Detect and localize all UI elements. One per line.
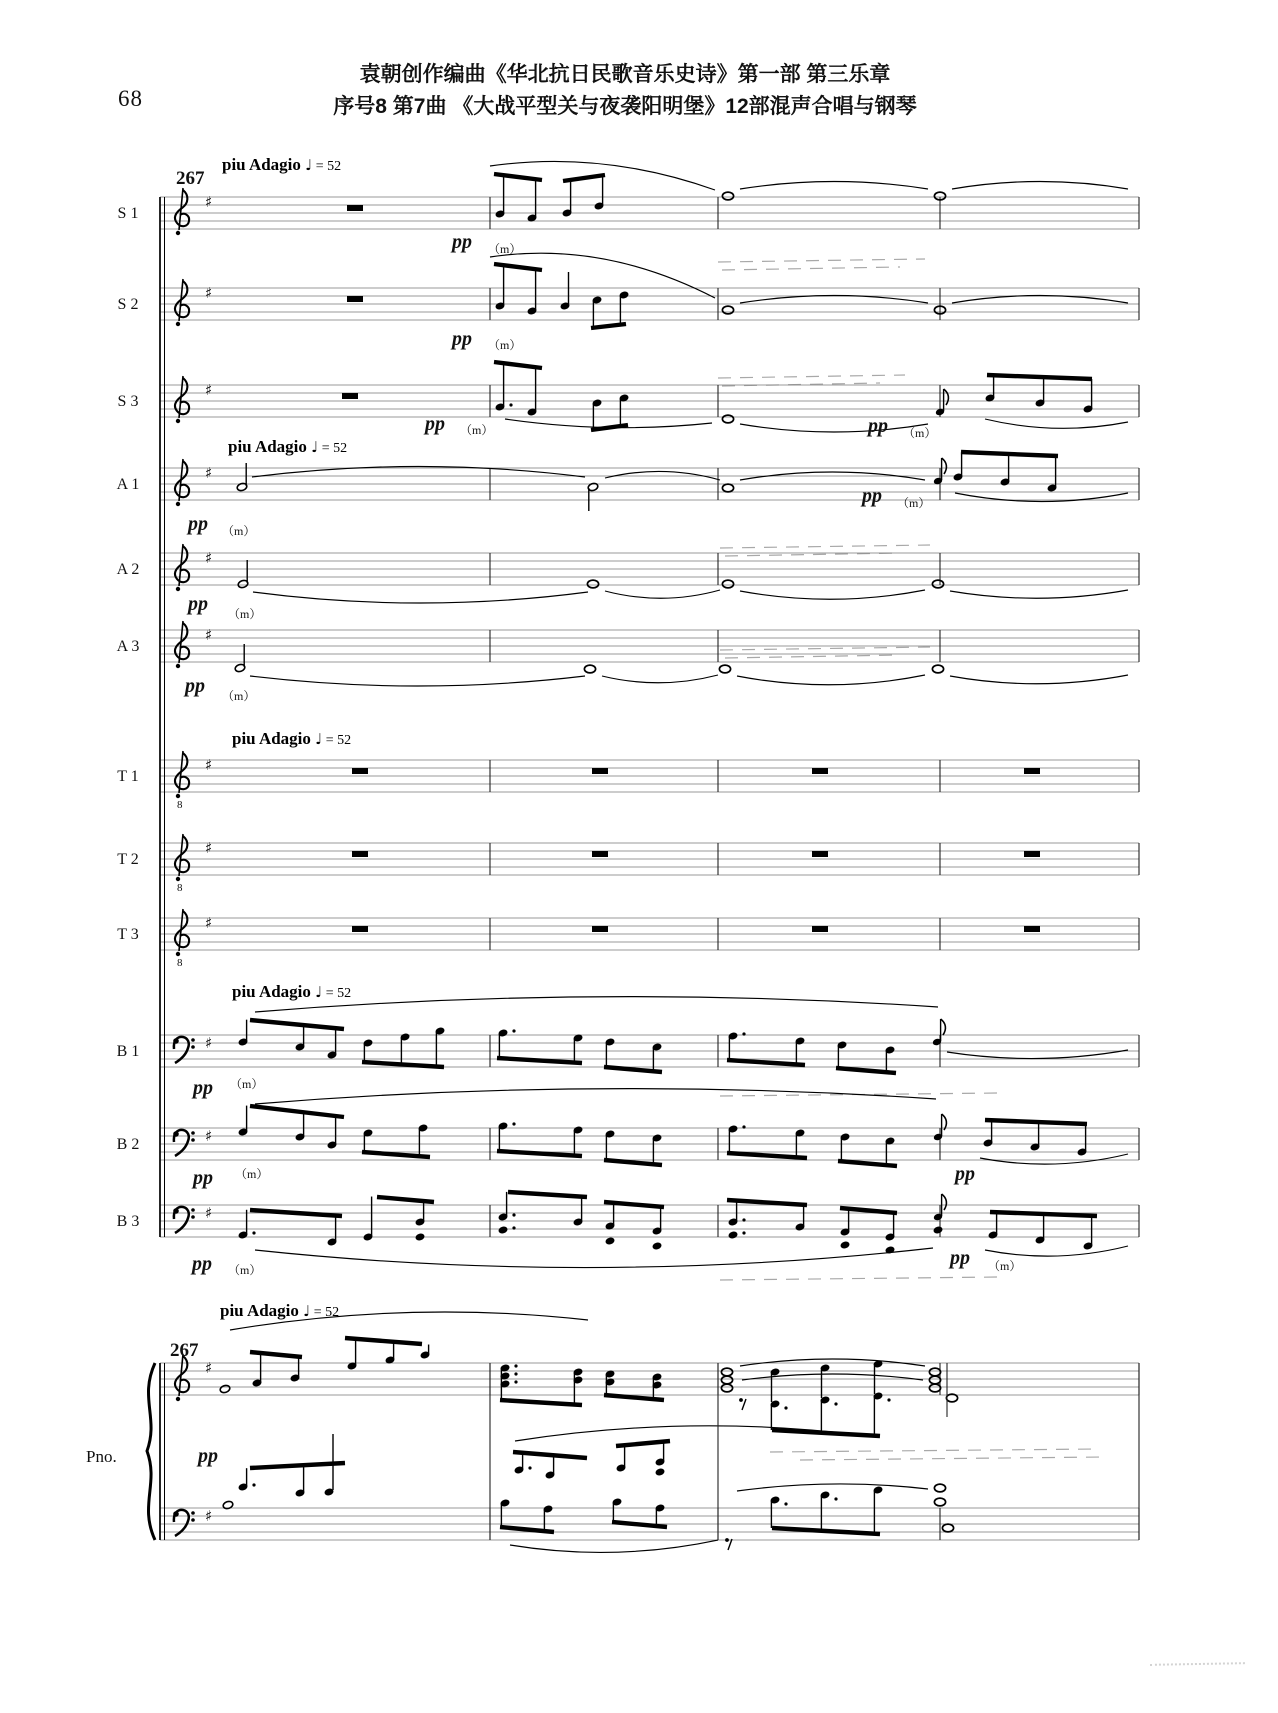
faint-watermark (1150, 1662, 1245, 1672)
svg-text:A 2: A 2 (116, 561, 140, 578)
staff-A1 (117, 452, 1139, 556)
tempo-mark: piu Adagio ♩ = 52 (222, 155, 342, 174)
mouth-mark: （m） (897, 496, 931, 510)
svg-text:♯: ♯ (205, 549, 213, 567)
svg-text:8: 8 (177, 957, 183, 969)
mouth-mark: （m） (460, 423, 494, 437)
mouth-mark: （m） (222, 689, 256, 703)
svg-text:♯: ♯ (205, 914, 213, 932)
dynamic-pp: pp (868, 415, 888, 437)
dynamic-pp: pp (452, 231, 472, 253)
treble8-clef-icon (175, 909, 189, 956)
mouth-mark: （m） (230, 1077, 264, 1091)
piano-brace (147, 1363, 155, 1540)
staff-S2 (118, 253, 1139, 386)
dynamic-pp: pp (188, 593, 208, 615)
tempo-mark: piu Adagio ♩ = 52 (232, 729, 352, 748)
page-number: 68 (118, 86, 143, 111)
svg-text:A 3: A 3 (116, 638, 140, 655)
staff-T2 (117, 834, 1139, 894)
dynamic-pp: pp (950, 1247, 970, 1269)
svg-text:T 3: T 3 (117, 926, 139, 943)
svg-text:S 1: S 1 (117, 205, 139, 222)
staff-A3 (117, 621, 1139, 686)
title-line-1: 袁朝创作编曲《华北抗日民歌音乐史诗》第一部 第三乐章 (359, 63, 891, 86)
dynamic-pp: pp (193, 1077, 213, 1099)
measure-number: 267 (170, 1340, 199, 1361)
staff-T3 (117, 909, 1139, 969)
dynamic-pp: pp (862, 485, 882, 507)
dynamic-pp: pp (198, 1445, 218, 1467)
piano-label: Pno. (86, 1447, 117, 1466)
svg-text:♯: ♯ (205, 626, 213, 644)
mouth-mark: （m） (488, 338, 522, 352)
tempo-mark: piu Adagio ♩ = 52 (228, 437, 348, 456)
svg-text:8: 8 (177, 882, 183, 894)
dynamic-pp: pp (193, 1167, 213, 1189)
dynamic-pp: pp (452, 328, 472, 350)
dynamic-pp: pp (955, 1163, 975, 1185)
measure-number: 267 (176, 168, 205, 189)
svg-text:♯: ♯ (205, 1034, 213, 1052)
staff-B1 (117, 997, 1139, 1096)
staff-PnoL (160, 1434, 1139, 1552)
treble-clef-icon (175, 544, 189, 591)
dynamic-pp: pp (425, 413, 445, 435)
staff-S1 (118, 161, 1139, 270)
treble-clef-icon (175, 459, 189, 506)
dynamic-pp: pp (185, 675, 205, 697)
mouth-mark: （m） (488, 242, 522, 256)
treble-clef-icon (175, 279, 189, 326)
dynamic-pp: pp (188, 513, 208, 535)
mouth-mark: （m） (903, 426, 937, 440)
staff-B3 (117, 1192, 1139, 1280)
svg-text:♯: ♯ (205, 1127, 213, 1145)
mouth-mark: （m） (222, 524, 256, 538)
svg-text:B 3: B 3 (116, 1213, 140, 1230)
svg-text:S 2: S 2 (117, 296, 139, 313)
svg-text:8: 8 (177, 799, 183, 811)
svg-text:T 2: T 2 (117, 851, 139, 868)
staff-PnoR (160, 1312, 1139, 1480)
svg-text:S 3: S 3 (117, 393, 139, 410)
staff-B2 (117, 1089, 1139, 1166)
treble-clef-icon (175, 1354, 189, 1401)
treble-clef-icon (175, 621, 189, 668)
treble-clef-icon (175, 188, 189, 235)
treble8-clef-icon (175, 834, 189, 881)
svg-text:♯: ♯ (205, 193, 213, 211)
svg-text:T 1: T 1 (117, 768, 139, 785)
mouth-mark: （m） (228, 607, 262, 621)
svg-text:♯: ♯ (205, 381, 213, 399)
staff-S3 (118, 362, 1139, 432)
staff-T1 (117, 751, 1139, 811)
svg-text:B 2: B 2 (116, 1136, 140, 1153)
title-line-2: 序号8 第7曲 《大战平型关与夜袭阳明堡》12部混声合唱与钢琴 (333, 95, 917, 118)
tempo-mark: piu Adagio ♩ = 52 (232, 982, 352, 1001)
mouth-mark: （m） (988, 1259, 1022, 1273)
tempo-mark: piu Adagio ♩ = 52 (220, 1301, 340, 1320)
svg-text:♯: ♯ (205, 464, 213, 482)
svg-text:♯: ♯ (205, 1204, 213, 1222)
svg-text:♯: ♯ (205, 756, 213, 774)
treble-clef-icon (175, 376, 189, 423)
svg-text:♯: ♯ (205, 839, 213, 857)
dynamic-pp: pp (192, 1253, 212, 1275)
mouth-mark: （m） (235, 1167, 269, 1181)
svg-text:♯: ♯ (205, 1507, 213, 1525)
svg-text:♯: ♯ (205, 284, 213, 302)
svg-text:B 1: B 1 (116, 1043, 140, 1060)
staff-A2 (117, 544, 1139, 603)
svg-text:A 1: A 1 (116, 476, 140, 493)
svg-text:♯: ♯ (205, 1359, 213, 1377)
mouth-mark: （m） (228, 1263, 262, 1277)
treble8-clef-icon (175, 751, 189, 798)
